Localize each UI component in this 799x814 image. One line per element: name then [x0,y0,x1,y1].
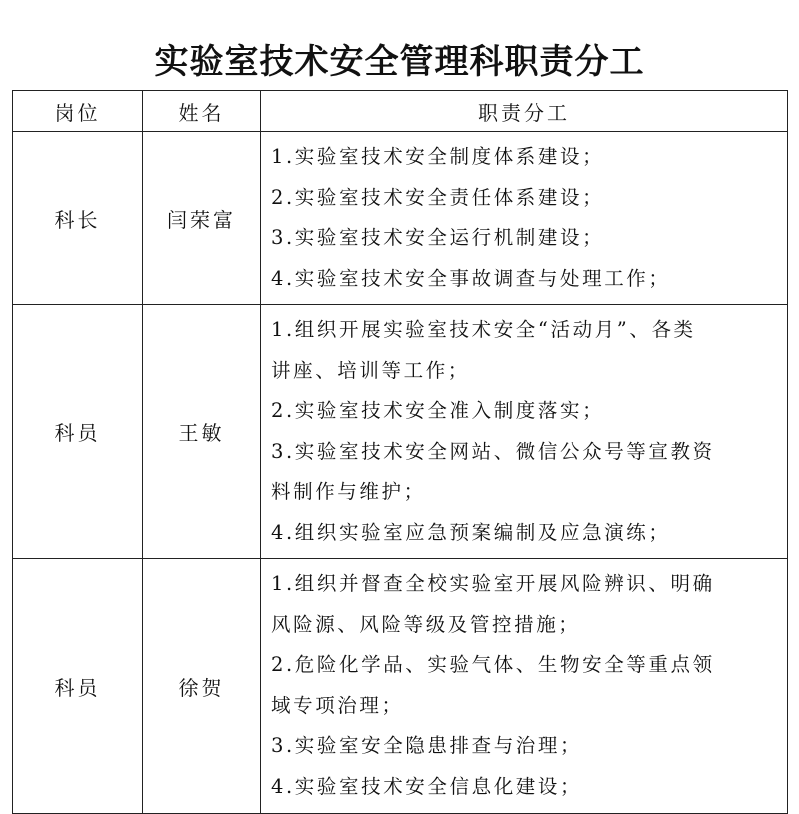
header-duties: 职责分工 [261,91,788,132]
position-cell: 科员 [13,305,143,559]
duty-line: 4.实验室技术安全事故调查与处理工作； [271,266,671,290]
duty-line: 2.实验室技术安全准入制度落实； [271,399,605,422]
table-header-row [13,91,788,132]
duty-line: 料制作与维护； [271,480,426,503]
duty-line: 域专项治理； [271,693,404,717]
duty-line: 2.实验室技术安全责任体系建设； [271,185,605,209]
header-name: 姓名 [143,91,261,132]
duty-line: 2.危险化学品、实验气体、生物安全等重点领 [271,653,715,676]
duty-table [12,90,788,814]
duty-line: 3.实验室安全隐患排查与治理； [271,734,583,757]
duty-line: 风险源、风险等级及管控措施； [271,612,581,636]
duty-line: 4.组织实验室应急预案编制及应急演练； [271,520,671,544]
duties-cell [261,559,788,814]
name-cell: 王敏 [143,305,261,559]
duty-line: 3.实验室技术安全运行机制建设； [271,226,605,249]
duty-line: 4.实验室技术安全信息化建设； [271,774,583,798]
page-title: 实验室技术安全管理科职责分工 [154,42,645,82]
position-cell: 科员 [13,559,143,814]
duty-line: 1.组织开展实验室技术安全“活动月”、各类 [271,318,696,341]
name-cell: 闫荣富 [143,132,261,305]
duty-line: 讲座、培训等工作； [271,358,470,382]
duties-cell [261,305,788,559]
duty-line: 1.实验室技术安全制度体系建设； [271,145,605,168]
duties-cell [261,132,788,305]
duty-line: 1.组织并督查全校实验室开展风险辨识、明确 [271,572,715,595]
header-position: 岗位 [13,91,143,132]
duty-line: 3.实验室技术安全网站、微信公众号等宣教资 [271,439,715,463]
table-row [13,305,788,559]
name-cell: 徐贺 [143,559,261,814]
table-row [13,132,788,305]
table-row [13,559,788,814]
position-cell: 科长 [13,132,143,305]
